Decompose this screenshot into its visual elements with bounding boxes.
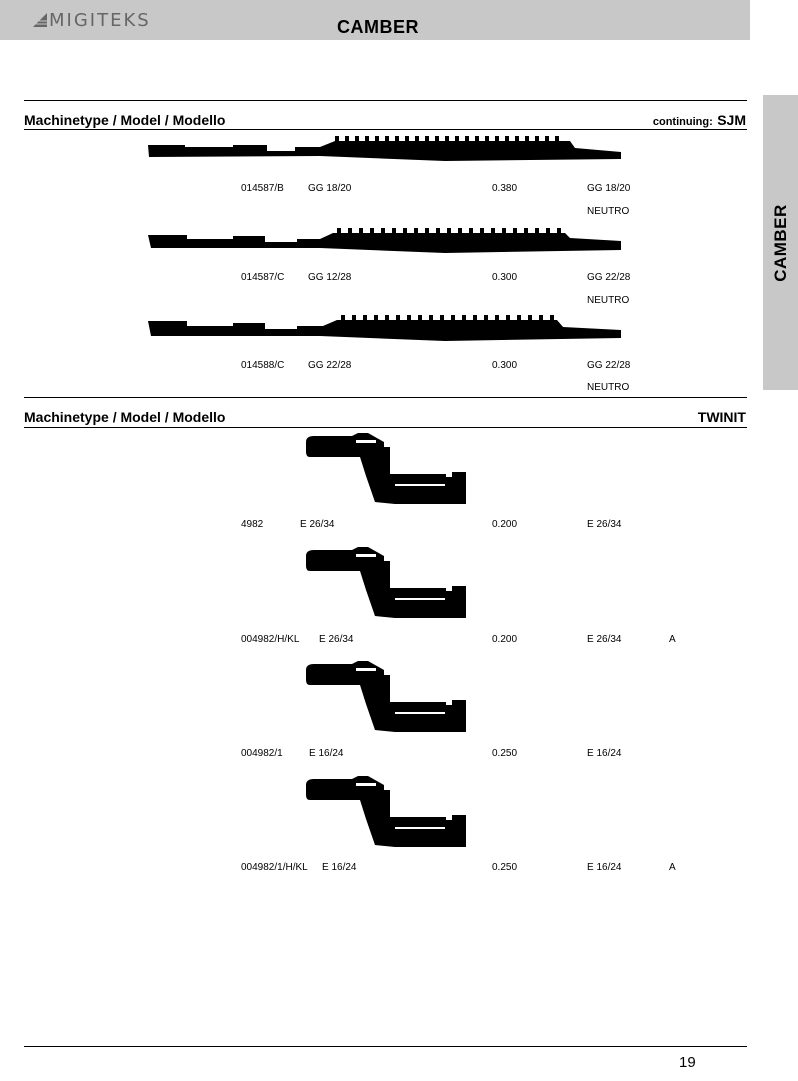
- part-flag: A: [669, 634, 676, 645]
- section-machine-label: [653, 112, 746, 130]
- part-gauge: GG 12/28: [308, 272, 352, 283]
- part-note: NEUTRO: [587, 382, 630, 393]
- side-tab-label: CAMBER: [770, 203, 790, 282]
- brand-logo: [33, 9, 151, 31]
- part-thickness: 0.380: [492, 183, 518, 194]
- part-gauge-range: E 26/34: [587, 519, 622, 530]
- section-header-rule: [24, 427, 747, 428]
- part-gauge: GG 18/20: [308, 183, 352, 194]
- machine-name: TWINIT: [697, 409, 746, 425]
- part-code: 014587/B: [241, 183, 284, 194]
- logo-mark-icon: [33, 13, 47, 27]
- part-code: 4982: [241, 519, 264, 530]
- section-top-rule: [24, 397, 747, 398]
- part-gauge-range: E 16/24: [587, 862, 622, 873]
- section-title: Machinetype / Model / Modello: [24, 112, 226, 128]
- part-drawing-twinit-4: [300, 775, 470, 850]
- page-number: 19: [679, 1054, 696, 1071]
- part-code: 004982/1/H/KL: [241, 862, 308, 873]
- part-gauge-range: GG 22/28: [587, 272, 631, 283]
- part-gauge: GG 22/28: [308, 360, 352, 371]
- part-note: NEUTRO: [587, 206, 630, 217]
- part-thickness: 0.200: [492, 634, 518, 645]
- part-thickness: 0.250: [492, 862, 518, 873]
- part-note: NEUTRO: [587, 295, 630, 306]
- part-code: 004982/H/KL: [241, 634, 300, 645]
- part-flag: A: [669, 862, 676, 873]
- part-thickness: 0.300: [492, 272, 518, 283]
- part-gauge: E 16/24: [322, 862, 357, 873]
- part-code: 014588/C: [241, 360, 285, 371]
- part-drawing-sjm-1: [145, 130, 625, 170]
- part-gauge: E 26/34: [300, 519, 335, 530]
- part-gauge-range: GG 18/20: [587, 183, 631, 194]
- part-drawing-twinit-3: [300, 660, 470, 735]
- part-thickness: 0.200: [492, 519, 518, 530]
- continuing-label: continuing:: [652, 116, 713, 128]
- part-drawing-twinit-1: [300, 432, 470, 507]
- part-gauge: E 16/24: [309, 748, 344, 759]
- part-code: 004982/1: [241, 748, 283, 759]
- part-gauge: E 26/34: [319, 634, 354, 645]
- part-gauge-range: E 16/24: [587, 748, 622, 759]
- footer-rule: [24, 1046, 747, 1047]
- machine-name: SJM: [717, 112, 746, 128]
- part-drawing-twinit-2: [300, 546, 470, 621]
- part-drawing-sjm-3: [145, 311, 625, 351]
- page-title: CAMBER: [337, 17, 419, 37]
- section-title: Machinetype / Model / Modello: [24, 409, 226, 425]
- part-thickness: 0.250: [492, 748, 518, 759]
- part-gauge-range: GG 22/28: [587, 360, 631, 371]
- part-gauge-range: E 26/34: [587, 634, 622, 645]
- logo-text: MIGITEKS: [49, 9, 151, 31]
- side-tab: [763, 95, 798, 390]
- section-top-rule: [24, 100, 747, 101]
- part-drawing-sjm-2: [145, 222, 625, 262]
- part-thickness: 0.300: [492, 360, 518, 371]
- part-code: 014587/C: [241, 272, 285, 283]
